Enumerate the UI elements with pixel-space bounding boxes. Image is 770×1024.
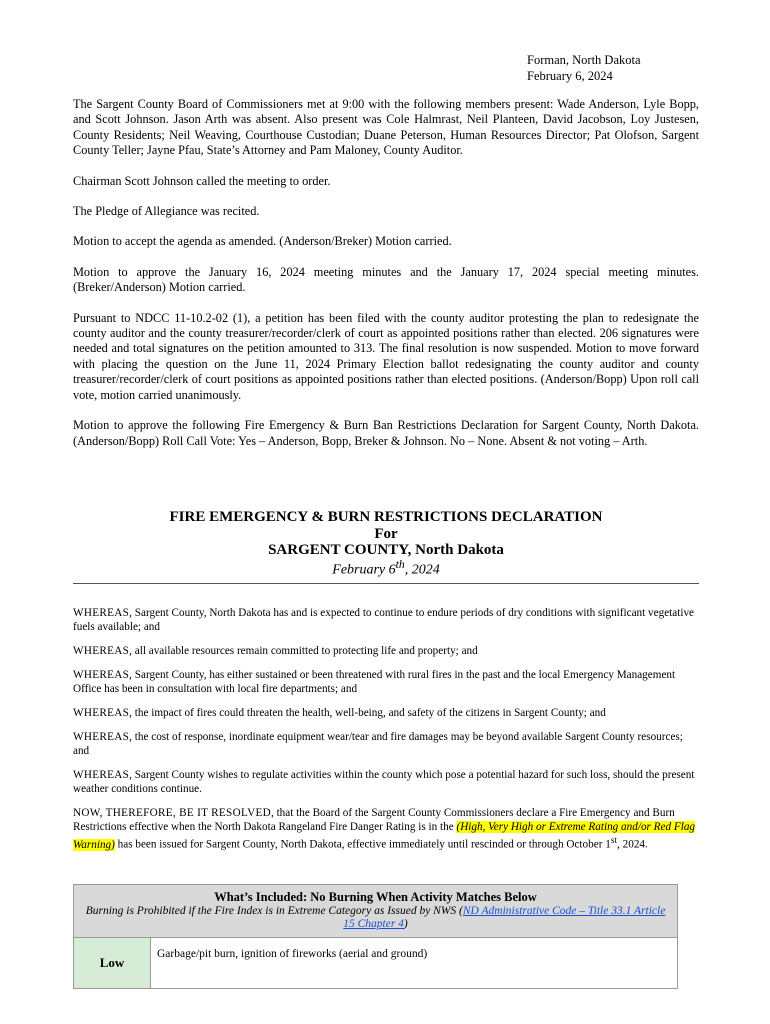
whereas-text: , Sargent County, North Dakota has and is expected to continue to endure periods of dry conditions with significant vegetative fuels available; and: [73, 607, 695, 633]
declaration-date-main: February 6: [332, 562, 396, 578]
meeting-location: Forman, North Dakota: [527, 53, 641, 67]
table-header-cell: [74, 885, 678, 938]
table-header-sub-a: Burning is Prohibited if the Fire Index is in Extreme Category as Issued by NWS (: [85, 904, 463, 917]
whereas-clause: [73, 706, 699, 720]
whereas-keyword: WHEREAS: [73, 769, 130, 781]
whereas-keyword: WHEREAS: [73, 645, 130, 657]
whereas-clause: [73, 606, 699, 634]
resolved-clause: [73, 806, 699, 852]
whereas-text: , Sargent County, has either sustained or been threatened with rural fires in the past and the local Emergency Management Office has been in consultation with local fire departments; and: [73, 669, 676, 695]
pledge-paragraph: The Pledge of Allegiance was recited.: [73, 204, 260, 219]
minutes-body: [73, 97, 699, 464]
whereas-text: , the impact of fires could threaten the health, well-being, and safety of the citizens in Sargent County; and: [129, 707, 606, 719]
table-header-title: What’s Included: No Burning When Activity Matches Below: [214, 890, 537, 904]
burn-restrictions-table: [73, 884, 678, 989]
table-header-row: [74, 885, 678, 938]
whereas-keyword: WHEREAS: [73, 707, 130, 719]
call-to-order-paragraph: Chairman Scott Johnson called the meeting to order.: [73, 173, 331, 188]
attendance-paragraph: The Sargent County Board of Commissioners met at 9:00 with the following members present: Wade Anderson, Lyle Bopp, and Scott Johnson. Jason Arth was absent. Also present was Cole Halmrast, Neil Planteen, David Jacobson, Loy Justesen, County Residents; Neil Weaving, Courthouse Custodian; Duane Peterson, Human Resources Director; Pat Olofson, Sargent County Teller; Jayne Pfau, State’s Attorney and Pam Maloney, County Auditor.: [73, 97, 699, 158]
whereas-keyword: WHEREAS: [73, 607, 130, 619]
declaration-title-line2: For: [374, 525, 398, 542]
whereas-section: [73, 606, 699, 862]
fire-level-cell: Low: [74, 937, 151, 988]
resolved-ordinal: st: [610, 836, 618, 846]
whereas-keyword: WHEREAS: [73, 669, 130, 681]
fire-rating-highlight: (High, Very High or Extreme Rating and/or Red Flag Warning): [73, 821, 696, 851]
declaration-date-year: , 2024: [404, 562, 440, 578]
resolved-keyword: NOW, THEREFORE, BE IT RESOLVED: [73, 807, 271, 819]
declaration-date: [73, 558, 699, 579]
declaration-date-suffix: th: [395, 558, 405, 571]
agenda-motion-paragraph: Motion to accept the agenda as amended. (Anderson/Breker) Motion carried.: [73, 234, 452, 249]
nd-admin-code-link[interactable]: ND Administrative Code – Title 33.1 Article 15 Chapter 4: [343, 904, 666, 930]
table-row: [74, 937, 678, 988]
approve-minutes-paragraph: Motion to approve the January 16, 2024 meeting minutes and the January 17, 2024 special meeting minutes. (Breker/Anderson) Motion carried.: [73, 264, 699, 295]
fire-motion-paragraph: Motion to approve the following Fire Emergency & Burn Ban Restrictions Declaration for Sargent County, North Dakota. (Anderson/Bopp) Roll Call Vote: Yes – Anderson, Bopp, Breker & Johnson. No – None. Absent & not voting – Arth.: [73, 418, 699, 448]
whereas-clause: [73, 644, 699, 658]
divider: [73, 583, 699, 584]
whereas-text: , Sargent County wishes to regulate activities within the county which pose a potential hazard for such loss, should the present weather conditions continue.: [73, 769, 695, 795]
petition-paragraph: Pursuant to NDCC 11-10.2-02 (1), a petition has been filed with the county auditor protesting the plan to redesignate the county auditor and the county treasurer/recorder/clerk of court as appointed positions rather than elected. 206 signatures were needed and total signatures on the petition amounted to 313. The final resolution is now suspended. Motion to move forward with placing the question on the June 11, 2024 Primary Election ballot redesignating the county auditor and county treasurer/recorder/clerk of court positions as appointed positions rather than elected positions. (Anderson/Bopp) Upon roll call vote, motion carried unanimously.: [73, 310, 699, 402]
whereas-clause: [73, 730, 699, 758]
table-header-sub-b: ): [403, 918, 408, 930]
dateline: [527, 52, 641, 84]
declaration-title: [73, 509, 699, 559]
resolved-text-b: has been issued for Sargent County, North Dakota, effective immediately until rescinded or through October 1: [114, 838, 611, 851]
resolved-text-c: , 2024.: [617, 838, 648, 851]
whereas-clause: [73, 668, 699, 696]
whereas-text: , all available resources remain committed to protecting life and property; and: [129, 645, 478, 657]
whereas-clause: [73, 768, 699, 796]
declaration-title-line3: SARGENT COUNTY, North Dakota: [268, 542, 504, 558]
resolved-text-a: , that the Board of the Sargent County Commissioners declare a Fire Emergency and Burn Restrictions effective when the North Dakota Rangeland Fire Danger Rating is in the: [73, 807, 675, 833]
whereas-keyword: WHEREAS: [73, 731, 130, 743]
table-header-subtitle: [82, 905, 669, 932]
whereas-text: , the cost of response, inordinate equipment wear/tear and fire damages may be beyond available Sargent County resources; and: [73, 731, 683, 757]
declaration-title-line1: FIRE EMERGENCY & BURN RESTRICTIONS DECLARATION: [169, 509, 603, 525]
restricted-activities-cell: Garbage/pit burn, ignition of fireworks (aerial and ground): [151, 937, 678, 988]
meeting-date: February 6, 2024: [527, 69, 613, 83]
